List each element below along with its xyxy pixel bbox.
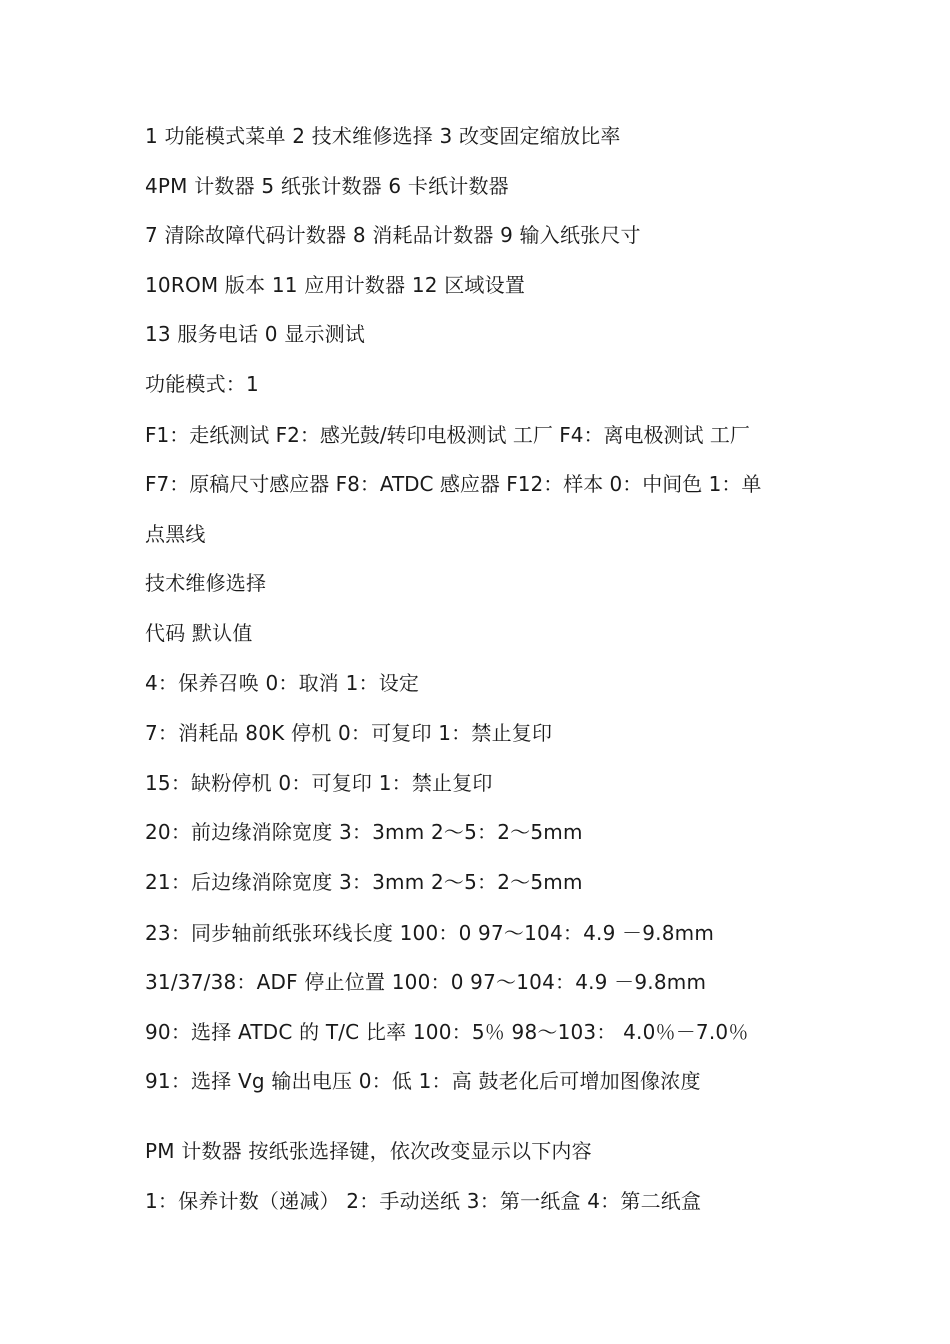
text-line: 13 服务电话 0 显示测试 <box>145 322 366 346</box>
text-line: F7：原稿尺寸感应器 F8：ATDC 感应器 F12：样本 0：中间色 1：单 <box>145 472 762 496</box>
text-line: 31/37/38：ADF 停止位置 100：0 97～104：4.9 －9.8mm <box>145 970 707 994</box>
text-line: 7：消耗品 80K 停机 0：可复印 1：禁止复印 <box>145 721 553 745</box>
text-line: 91：选择 Vg 输出电压 0：低 1：高 鼓老化后可增加图像浓度 <box>145 1069 701 1093</box>
text-line: 技术维修选择 <box>145 571 267 595</box>
text-line: 21：后边缘消除宽度 3：3mm 2～5：2～5mm <box>145 870 583 894</box>
text-line: 1 功能模式菜单 2 技术维修选择 3 改变固定缩放比率 <box>145 124 621 148</box>
text-line: 代码 默认值 <box>145 621 253 645</box>
text-line: 4PM 计数器 5 纸张计数器 6 卡纸计数器 <box>145 174 509 198</box>
text-line: PM 计数器 按纸张选择键，依次改变显示以下内容 <box>145 1139 592 1163</box>
text-line: 7 清除故障代码计数器 8 消耗品计数器 9 输入纸张尺寸 <box>145 223 641 247</box>
text-line: F1：走纸测试 F2：感光鼓/转印电极测试 工厂 F4：离电极测试 工厂 <box>145 423 750 447</box>
text-line: 23：同步轴前纸张环线长度 100：0 97～104：4.9 －9.8mm <box>145 921 715 945</box>
text-line: 1：保养计数（递减） 2：手动送纸 3：第一纸盒 4：第二纸盒 <box>145 1189 702 1213</box>
text-line: 20：前边缘消除宽度 3：3mm 2～5：2～5mm <box>145 820 583 844</box>
text-line: 4：保养召唤 0：取消 1：设定 <box>145 671 420 695</box>
text-line: 点黑线 <box>145 522 206 546</box>
text-line: 15：缺粉停机 0：可复印 1：禁止复印 <box>145 771 493 795</box>
text-line: 10ROM 版本 11 应用计数器 12 区域设置 <box>145 273 526 297</box>
text-line: 90：选择 ATDC 的 T/C 比率 100：5％ 98～103： 4.0％－7.0％ <box>145 1020 749 1044</box>
text-line: 功能模式：1 <box>145 372 259 396</box>
